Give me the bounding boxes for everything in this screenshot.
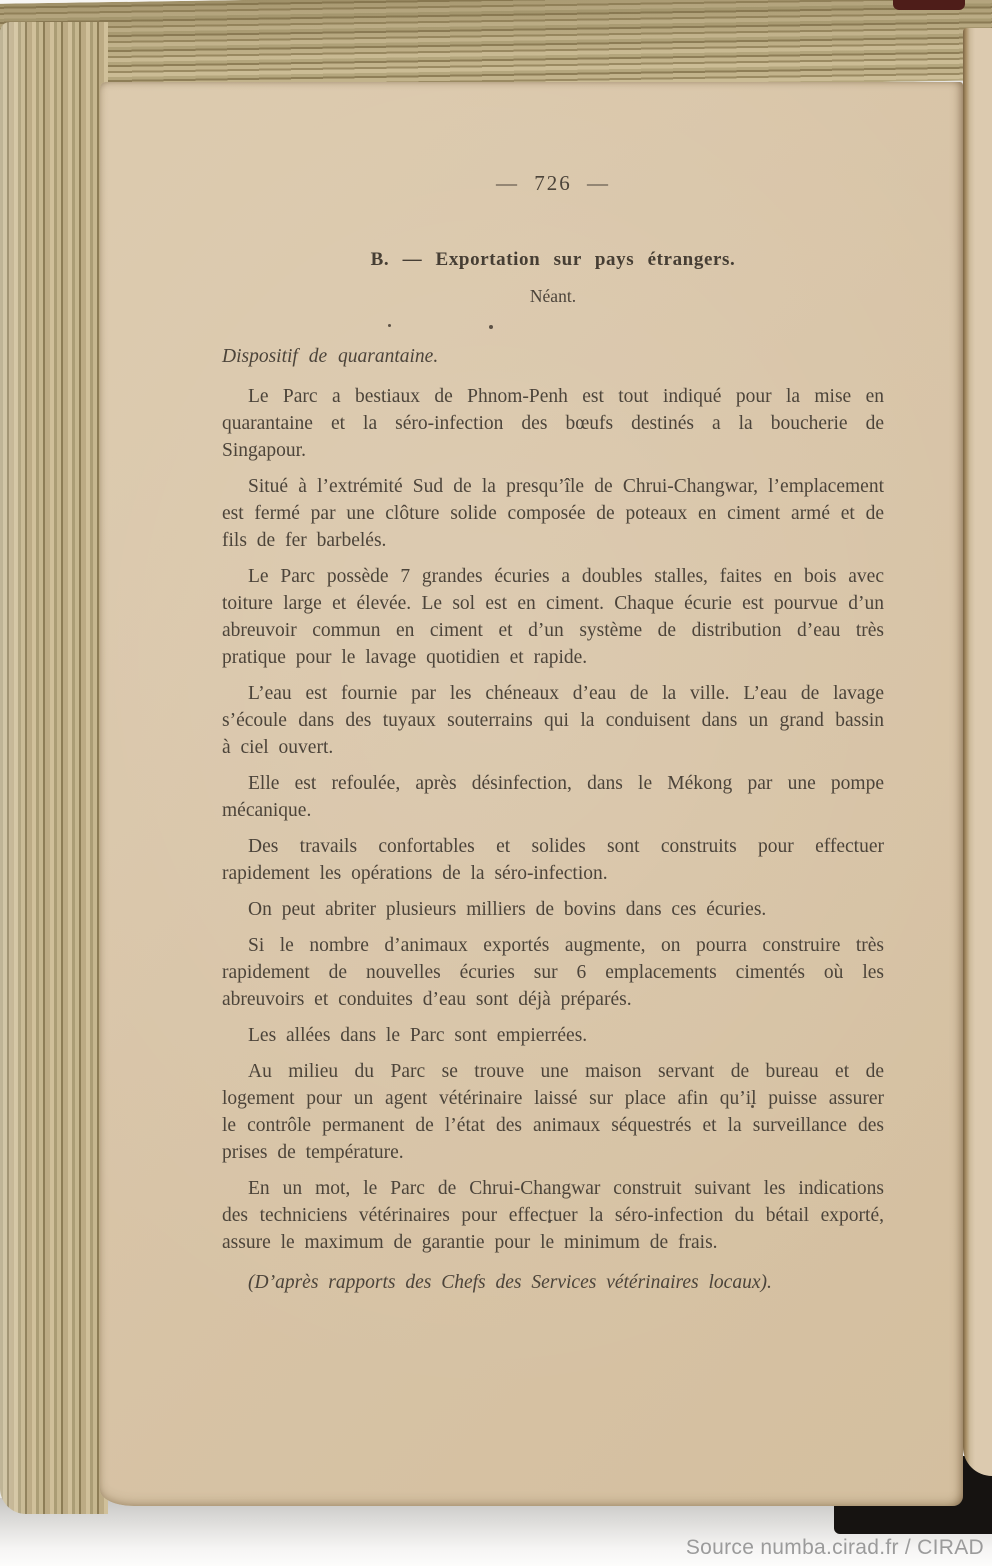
body-paragraph: Si le nombre d’animaux exportés augmente, on pourra construire très rapidement de nouvelles écuries sur 6 emplacements cimentés où les abreuvoirs et conduites d’eau sont déjà préparés.: [222, 935, 884, 1010]
book-cover-corner: [893, 0, 965, 10]
body-paragraph: Le Parc possède 7 grandes écuries a doubles stalles, faites en bois avec toiture large et élevée. Le sol est en ciment. Chaque écurie est pourvue d’un abreuvoir commun en ciment et d’un système de distribution d’eau très pratique pour le lavage quotidien et rapide.: [222, 566, 884, 668]
body-paragraph: Elle est refoulée, après désinfection, dans le Mékong par une pompe mécanique.: [222, 773, 884, 821]
neant-statement: Néant.: [529, 286, 577, 306]
body-paragraph: Au milieu du Parc se trouve une maison servant de bureau et de logement pour un agent vétérinaire laissé sur place afin qu’il puisse assurer le contrôle permanent de l’état des animaux séquestrés et la surveillance des prises de température.: [222, 1061, 884, 1163]
section-heading: B. — Exportation sur pays étrangers.: [370, 249, 736, 270]
body-paragraph: Situé à l’extrémité Sud de la presqu’île de Chrui-Changwar, l’emplacement est fermé par une clôture solide composée de poteaux en ciment armé et de fils de fer barbelés.: [222, 476, 884, 551]
page-text-column: [222, 170, 884, 1296]
body-paragraph: L’eau est fournie par les chéneaux d’eau de la ville. L’eau de lavage s’écoule dans des tuyaux souterrains qui la conduisent dans un grand bassin à ciel ouvert.: [222, 683, 884, 758]
body-paragraph: On peut abriter plusieurs milliers de bovins dans ces écuries.: [248, 899, 767, 920]
facing-page-edge: [963, 28, 992, 1476]
body-paragraph: Des travails confortables et solides sont construits pour effectuer rapidement les opérations de la séro-infection.: [222, 836, 884, 884]
book-page: [100, 82, 963, 1506]
source-watermark: Source numba.cirad.fr / CIRAD: [685, 1536, 984, 1559]
body-paragraph: Les allées dans le Parc sont empierrées.: [248, 1025, 588, 1046]
body-paragraph: En un mot, le Parc de Chrui-Changwar construit suivant les indications des techniciens vétérinaires pour effectuer la séro-infection du bétail exporté, assure le maximum de garantie pour le minimum de frais.: [222, 1178, 884, 1253]
page-stack-left-edge: [0, 22, 108, 1514]
body-paragraph: Le Parc a bestiaux de Phnom-Penh est tout indiqué pour la mise en quarantaine et la séro-infection des bœufs destinés a la boucherie de Singapour.: [222, 386, 884, 461]
page-number: — 726 —: [496, 171, 610, 195]
closing-note: (D’après rapports des Chefs des Services vétérinaires locaux).: [248, 1272, 772, 1293]
subsection-title: Dispositif de quarantaine.: [222, 346, 439, 367]
